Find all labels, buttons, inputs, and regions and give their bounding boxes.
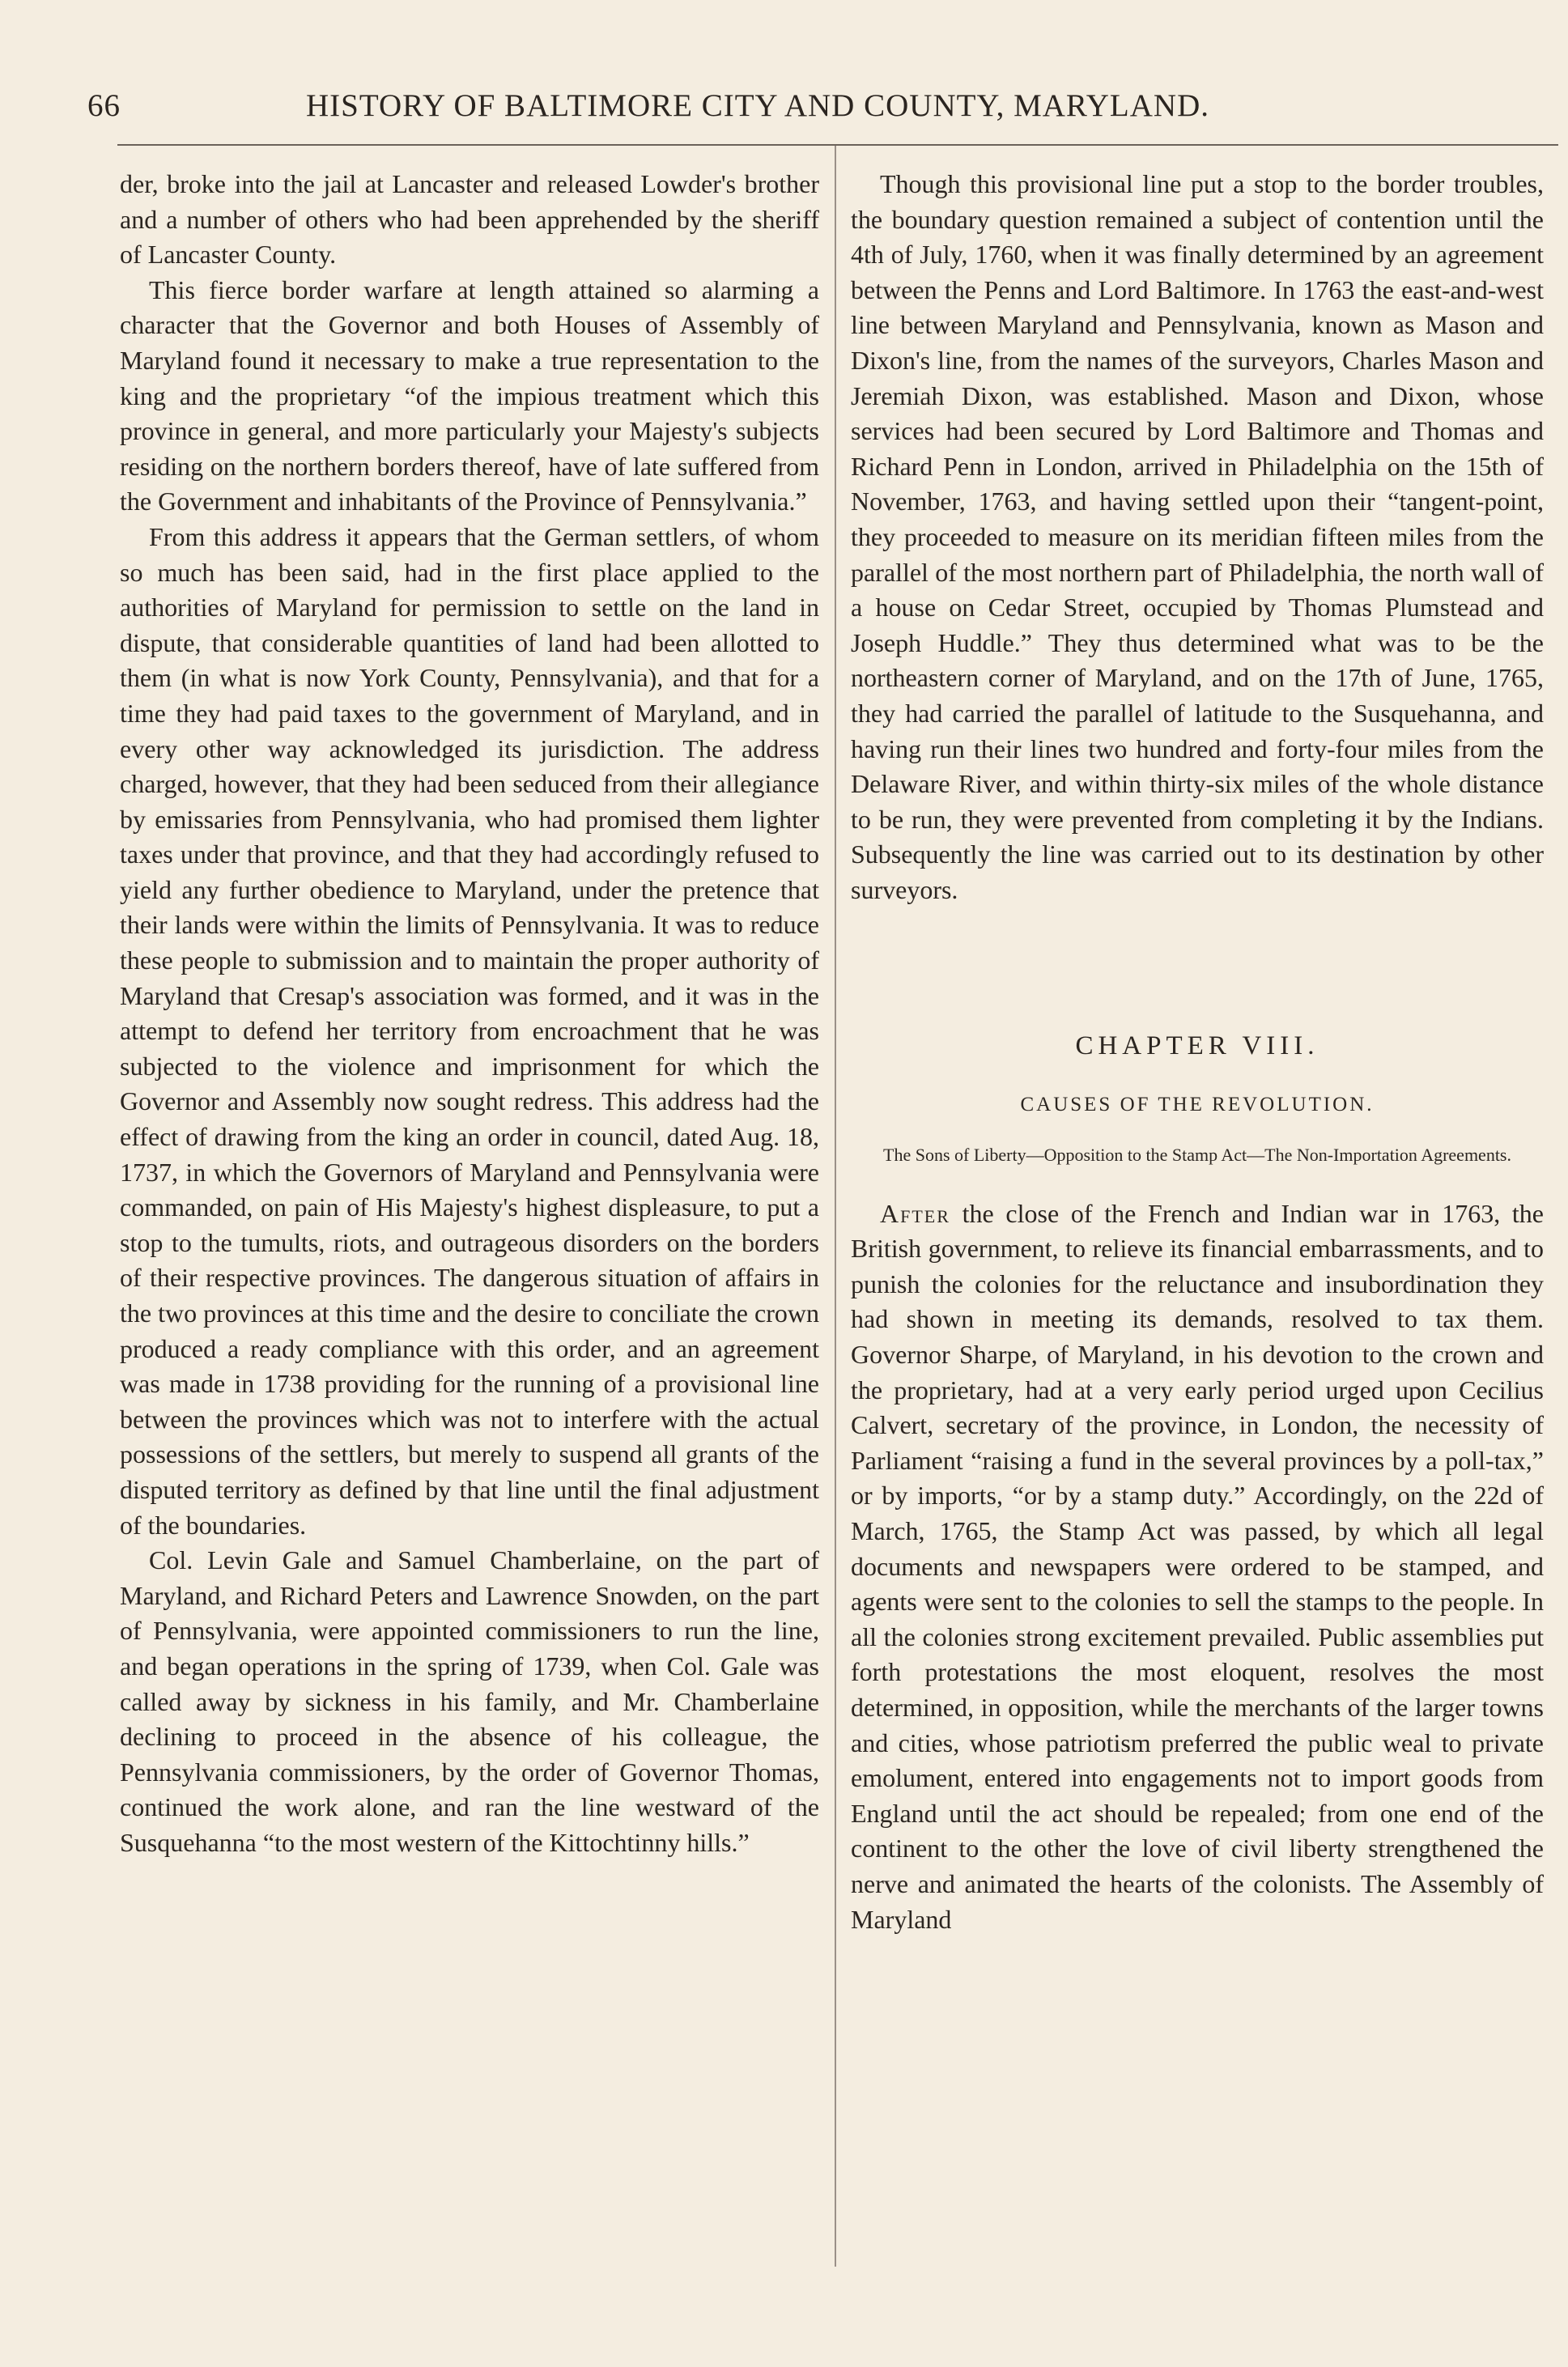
page-number: 66 <box>87 88 121 123</box>
chapter-heading <box>851 1029 1544 1167</box>
paragraph: der, broke into the jail at Lancaster and released Lowder's brother and a number of others who had been apprehended by the sheriff of Lancaster County. <box>120 169 819 270</box>
chapter-opening-paragraph <box>851 1196 1544 1937</box>
paragraph: From this address it appears that the German settlers, of whom so much has been said, had in the first place applied to the authorities of Maryland for permission to settle on the land in dispute, that considerable quantities of land had been allotted to them (in what is now York County, Pennsylvania), and that for a time they had paid taxes to the government of Maryland, and in every other way acknowledged its jurisdiction. The address charged, however, that they had been seduced from their allegiance by emissaries from Pennsylvania, who had promised them lighter taxes under that province, and that they had accordingly refused to yield any further obedience to Maryland, under the pretence that their lands were within the limits of Pennsylvania. It was to reduce these people to submission and to maintain the proper authority of Maryland that Cresap's association was formed, and it was in the attempt to defend her territory from encroachment that he was subjected to the violence and imprisonment for which the Governor and Assembly now sought redress. This address had the effect of drawing from the king an order in council, dated Aug. 18, 1737, in which the Governors of Maryland and Pennsylvania were commanded, on pain of His Majesty's highest displeasure, to put a stop to the tumults, riots, and outrageous disorders on the borders of their respective provinces. The dangerous situation of affairs in the two provinces at this time and the desire to conciliate the crown produced a ready compliance with this order, and an agreement was made in 1738 providing for the running of a provisional line between the provinces which was not to interfere with the actual possessions of the settlers, but merely to suspend all grants of the disputed territory as defined by that line until the final adjustment of the boundaries. <box>120 521 819 1540</box>
left-column <box>120 167 819 1861</box>
column-divider <box>835 146 836 2267</box>
header-rule <box>117 144 1558 146</box>
running-head: HISTORY OF BALTIMORE CITY AND COUNTY, MARYLAND. <box>306 88 1209 123</box>
paragraph: Col. Levin Gale and Samuel Chamberlaine, on the part of Maryland, and Richard Peters and Lawrence Snowden, on the part of Pennsylvania, were appointed commissioners to run the line, and began operations in the spring of 1739, when Col. Gale was called away by sickness in his family, and Mr. Chamberlaine declining to proceed in the absence of his colleague, the Pennsylvania commissioners, by the order of Governor Thomas, continued the work alone, and ran the line westward of the Susquehanna “to the most western of the Kittochtinny hills.” <box>120 1545 819 1857</box>
chapter-subtitle: CAUSES OF THE REVOLUTION. <box>1020 1094 1375 1116</box>
chapter-summary: The Sons of Liberty—Opposition to the Stamp Act—The Non-Importation Agreements. <box>883 1144 1511 1165</box>
paragraph: Though this provisional line put a stop to the border troubles, the boundary question remained a subject of contention until the 4th of July, 1760, when it was finally determined by an agreement between the Penns and Lord Baltimore. In 1763 the east-and-west line between Maryland and Pennsylvania, known as Mason and Dixon's line, from the names of the surveyors, Charles Mason and Jeremiah Dixon, was established. Mason and Dixon, whose services had been secured by Lord Baltimore and Thomas and Richard Penn in London, arrived in Philadelphia on the 15th of November, 1763, and having settled upon their “tangent-point, they proceeded to measure on its meridian fifteen miles from the parallel of the most northern part of Philadelphia, the north wall of a house on Cedar Street, occupied by Thomas Plumstead and Joseph Huddle.” They thus determined what was to be the northeastern corner of Maryland, and on the 17th of June, 1765, they had carried the parallel of latitude to the Susquehanna, and having run their lines two hundred and forty-four miles from the Delaware River, and within thirty-six miles of the whole distance to be run, they were prevented from completing it by the Indians. Subsequently the line was carried out to its destination by other surveyors. <box>851 169 1544 904</box>
opening-word: After <box>880 1198 950 1228</box>
right-column <box>851 167 1544 1937</box>
opening-text: the close of the French and Indian war in 1763, the British government, to relieve its financial embarrassments, and to punish the colonies for the reluctance and insubordination they had shown in meeting its demands, resolved to tax them. Governor Sharpe, of Maryland, in his devotion to the crown and the proprietary, had at a very early period urged upon Cecilius Calvert, secretary of the province, in London, the necessity of Parliament “raising a fund in the several provinces by a poll-tax,” or by imports, “or by a stamp duty.” Accordingly, on the 22d of March, 1765, the Stamp Act was passed, by which all legal documents and newspapers were ordered to be stamped, and agents were sent to the colonies to sell the stamps to the people. In all the colonies strong excitement prevailed. Public assemblies put forth protestations the most eloquent, resolves the most determined, in opposition, while the merchants of the larger towns and cities, whose patriotism preferred the public weal to private emolument, entered into engagements not to import goods from England until the act should be repealed; from one end of the continent to the other the love of civil liberty strengthened the nerve and animated the hearts of the colonists. The Assembly of Maryland <box>851 1198 1544 1934</box>
chapter-title: CHAPTER VIII. <box>1075 1031 1319 1061</box>
page-header <box>87 87 1350 126</box>
paragraph: This fierce border warfare at length attained so alarming a character that the Governor and both Houses of Assembly of Maryland found it necessary to make a true representation to the king and the proprietary “of the impious treatment which this province in general, and more particularly your Majesty's subjects residing on the northern borders thereof, have of late suffered from the Government and inhabitants of the Province of Pennsylvania.” <box>120 274 819 516</box>
